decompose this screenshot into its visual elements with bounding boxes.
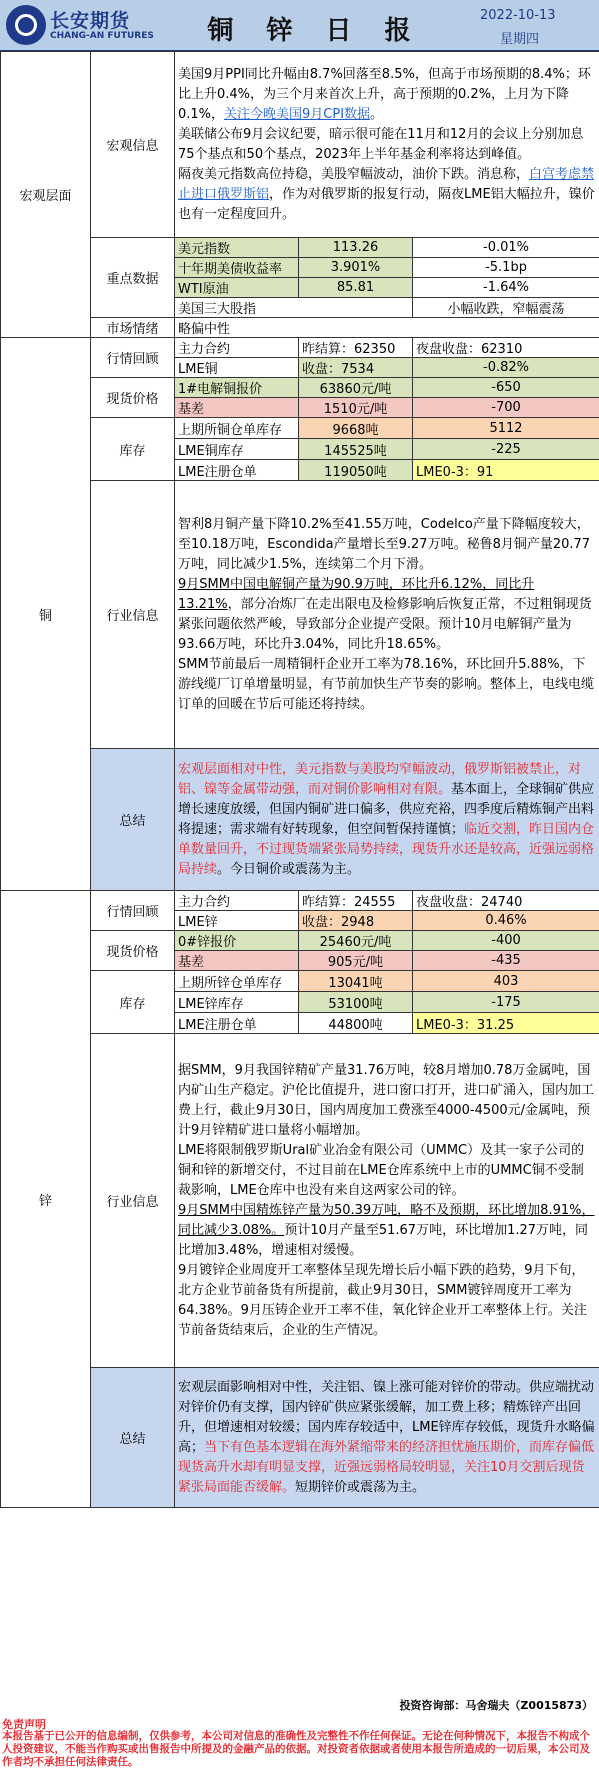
zinc-stock1-value: 13041吨 [299, 971, 413, 992]
zinc-lme-name: LME锌 [175, 911, 299, 931]
copper-basis-value: 1510元/吨 [299, 398, 413, 418]
copper-stock-label: 库存 [91, 418, 175, 481]
copper-spot-value: 63860元/吨 [299, 378, 413, 398]
copper-basis-name: 基差 [175, 398, 299, 418]
cpi-link[interactable]: 关注今晚美国9月CPI数据 [224, 107, 370, 122]
copper-night-close: 夜盘收盘：62310 [413, 338, 599, 358]
zinc-basis-change: -435 [413, 951, 599, 971]
disclaimer-title: 免责声明 [2, 1716, 46, 1732]
zinc-basis-value: 905元/吨 [299, 951, 413, 971]
copper-industry-text: 智利8月铜产量下降10.2%至41.55万吨，Codelco产量下降幅度较大，至10.18万吨，Escondida产量增长至9.27万吨。秘鲁8月铜产量20.77万吨，同比减少1.5%，连续第二个月下滑。 9月SMM中国电解铜产量为90.9万吨，环比升6.12%，同比升13.21%，部分冶炼厂在走出限电及检修影响后恢复正常，不过粗铜现货紧张问题依然严峻，导致部分企业提产受限。预计10月电解铜产量为93.66万吨，环比升3.04%，同比升18.65%。 SMM节前最后一周精铜杆企业开工率为78.16%，环比回升5.88%，下游线缆厂订单增量明显，有节前加快生产节奏的影响。整体上，电线电缆订单的回暖在节后可能还将持续。 [175, 481, 599, 749]
key-value: 3.901% [299, 258, 413, 278]
copper-stock1-name: 上期所铜仓单库存 [175, 418, 299, 439]
zinc-main-contract: 主力合约 [175, 891, 299, 911]
zinc-industry-label: 行业信息 [91, 1034, 175, 1368]
key-name: 十年期美债收益率 [175, 258, 299, 278]
copper-summary-text: 宏观层面相对中性，美元指数与美股均窄幅波动，俄罗斯铝被禁止，对铝、镍等金属带动强，而对铜价影响相对有限。基本面上，全球铜矿供应增长速度放缓，但国内铜矿进口偏多，供应充裕，四季度后精炼铜产出料将提速；需求端有好转现象，但空间暂保持谨慎；临近交割，昨日国内仓单数量回升，不过现货端紧张局势持续，现货升水还是较高，近强远弱格局持续。今日铜价或震荡为主。 [175, 749, 599, 891]
copper-stock3-name: LME注册仓单 [175, 460, 299, 481]
key-data-label: 重点数据 [91, 238, 175, 318]
company-logo-icon [6, 5, 46, 45]
copper-stock2-change: -225 [413, 439, 599, 460]
key-name: 美元指数 [175, 238, 299, 258]
sentiment-value: 略偏中性 [175, 318, 599, 338]
copper-main-contract: 主力合约 [175, 338, 299, 358]
key-name: 美国三大股指 [175, 298, 413, 318]
key-name: WTI原油 [175, 278, 299, 298]
category-zinc: 锌 [1, 891, 91, 1508]
copper-stock1-change: 5112 [413, 418, 599, 439]
zinc-lme-close: 收盘：2948 [299, 911, 413, 931]
copper-market-label: 行情回顾 [91, 338, 175, 378]
copper-spot-name: 1#电解铜报价 [175, 378, 299, 398]
zinc-industry-text: 据SMM，9月我国锌精矿产量31.76万吨，较8月增加0.78万金属吨，国内矿山生产稳定。沪伦比值提升，进口窗口打开，进口矿涌入，国内加工费上行，截止9月30日，国内周度加工费涨至4000-4500元/金属吨，预计9月锌精矿进口量将小幅增加。 LME将限制俄罗斯Ural矿业冶金有限公司（UMMC）及其一家子公司的铜和锌的新增交付，不过目前在LME仓库系统中上市的UMMC铜不受制裁影响，LME仓库中也没有来自这两家公司的锌。 9月SMM中国精炼锌产量为50.39万吨，略不及预期，环比增加8.91%，同比减少3.08%。预计10月产量至51.67万吨，环比增加1.27万吨，同比增加3.48%，增速相对缓慢。 9月镀锌企业周度开工率整体呈现先增长后小幅下跌的趋势，9月下旬，北方企业节前备货有所提前，截止9月30日，SMM镀锌周度开工率为64.38%。9月压铸企业开工率不佳，氧化锌企业开工率整体上行。关注节前备货结束后，企业的生产情况。 [175, 1034, 599, 1368]
report-table [0, 51, 599, 1508]
zinc-stock3-name: LME注册仓单 [175, 1013, 299, 1034]
category-macro: 宏观层面 [1, 52, 91, 338]
zinc-prev-settle: 昨结算：24555 [299, 891, 413, 911]
copper-lme-close: 收盘：7534 [299, 358, 413, 378]
sentiment-label: 市场情绪 [91, 318, 175, 338]
company-name-en: CHANG-AN FUTURES [50, 31, 154, 41]
disclaimer-text: 本报告基于已公开的信息编制，仅供参考，本公司对信息的准确性及完整性不作任何保证。无论在何种情况下，本报告不构成个人投资建议，不能当作购买或出售报告中所提及的金融产品的依据。对投资者依据或者使用本报告所造成的一切后果，本公司及作者均不承担任何法律责任。 [2, 1730, 597, 1769]
copper-industry-label: 行业信息 [91, 481, 175, 749]
report-date: 2022-10-13 [480, 8, 556, 23]
zinc-stock2-value: 53100吨 [299, 992, 413, 1013]
macro-info-text: 美国9月PPI同比升幅由8.7%回落至8.5%，但高于市场预期的8.4%；环比上升0.4%，为三个月来首次上升，高于预期的0.2%，上月为下降0.1%，关注今晚美国9月CPI数据。 美联储公布9月会议纪要，暗示很可能在11月和12月的会议上分别加息75个基点和50个基点，2023年上半年基金利率将达到峰值。 隔夜美元指数高位持稳，美股窄幅波动，油价下跌。消息称，白宫考虑禁止进口俄罗斯铝，作为对俄罗斯的报复行动，隔夜LME铝大幅拉升，镍价也有一定程度回升。 [175, 52, 599, 238]
copper-lme-change: -0.82% [413, 358, 599, 378]
zinc-stock3-value: 44800吨 [299, 1013, 413, 1034]
zinc-spot-label: 现货价格 [91, 931, 175, 971]
copper-spot-change: -650 [413, 378, 599, 398]
analyst-credit: 投资咨询部：马舍瑞夫（Z0015873） [399, 1697, 593, 1713]
report-weekday: 星期四 [500, 28, 539, 47]
copper-stock2-value: 145525吨 [299, 439, 413, 460]
copper-prev-settle: 昨结算：62350 [299, 338, 413, 358]
zinc-stock1-name: 上期所锌仓单库存 [175, 971, 299, 992]
company-name-cn: 长安期货 [50, 6, 130, 33]
key-change: -5.1bp [413, 258, 599, 278]
key-change: -0.01% [413, 238, 599, 258]
zinc-lme-change: 0.46% [413, 911, 599, 931]
zinc-stock1-change: 403 [413, 971, 599, 992]
zinc-stock2-change: -175 [413, 992, 599, 1013]
copper-spot-label: 现货价格 [91, 378, 175, 418]
copper-stock3-change: LME0-3：91 [413, 460, 599, 481]
category-copper: 铜 [1, 338, 91, 891]
key-change: -1.64% [413, 278, 599, 298]
copper-stock2-name: LME铜库存 [175, 439, 299, 460]
zinc-night-close: 夜盘收盘：24740 [413, 891, 599, 911]
copper-lme-name: LME铜 [175, 358, 299, 378]
copper-basis-change: -700 [413, 398, 599, 418]
key-value: 小幅收跌，窄幅震荡 [413, 298, 599, 318]
zinc-stock3-change: LME0-3：31.25 [413, 1013, 599, 1034]
zinc-spot-name: 0#锌报价 [175, 931, 299, 951]
zinc-stock-label: 库存 [91, 971, 175, 1034]
copper-stock1-value: 9668吨 [299, 418, 413, 439]
zinc-market-label: 行情回顾 [91, 891, 175, 931]
report-header [0, 0, 599, 51]
key-value: 113.26 [299, 238, 413, 258]
report-title: 铜 锌 日 报 [200, 10, 430, 47]
zinc-spot-change: -400 [413, 931, 599, 951]
zinc-stock2-name: LME锌库存 [175, 992, 299, 1013]
zinc-summary-text: 宏观层面影响相对中性，关注铝、镍上涨可能对锌价的带动。供应端扰动对锌价仍有支撑，国内锌矿供应紧张缓解，加工费上移；精炼锌产出回升，但增速相对较缓；国内库存较适中，LME锌库存较低，现货升水略偏高；当下有色基本逻辑在海外紧缩带来的经济担忧施压期价，而库存偏低现货高升水却有明显支撑，近强远弱格局较明显，关注10月交割后现货紧张局面能否缓解。短期锌价或震荡为主。 [175, 1368, 599, 1508]
zinc-basis-name: 基差 [175, 951, 299, 971]
copper-summary-label: 总结 [91, 749, 175, 891]
zinc-summary-label: 总结 [91, 1368, 175, 1508]
macro-info-label: 宏观信息 [91, 52, 175, 238]
copper-stock3-value: 119050吨 [299, 460, 413, 481]
aluminum-ban-link[interactable]: 白宫考虑禁止进口俄罗斯铝 [178, 167, 594, 202]
key-value: 85.81 [299, 278, 413, 298]
zinc-spot-value: 25460元/吨 [299, 931, 413, 951]
